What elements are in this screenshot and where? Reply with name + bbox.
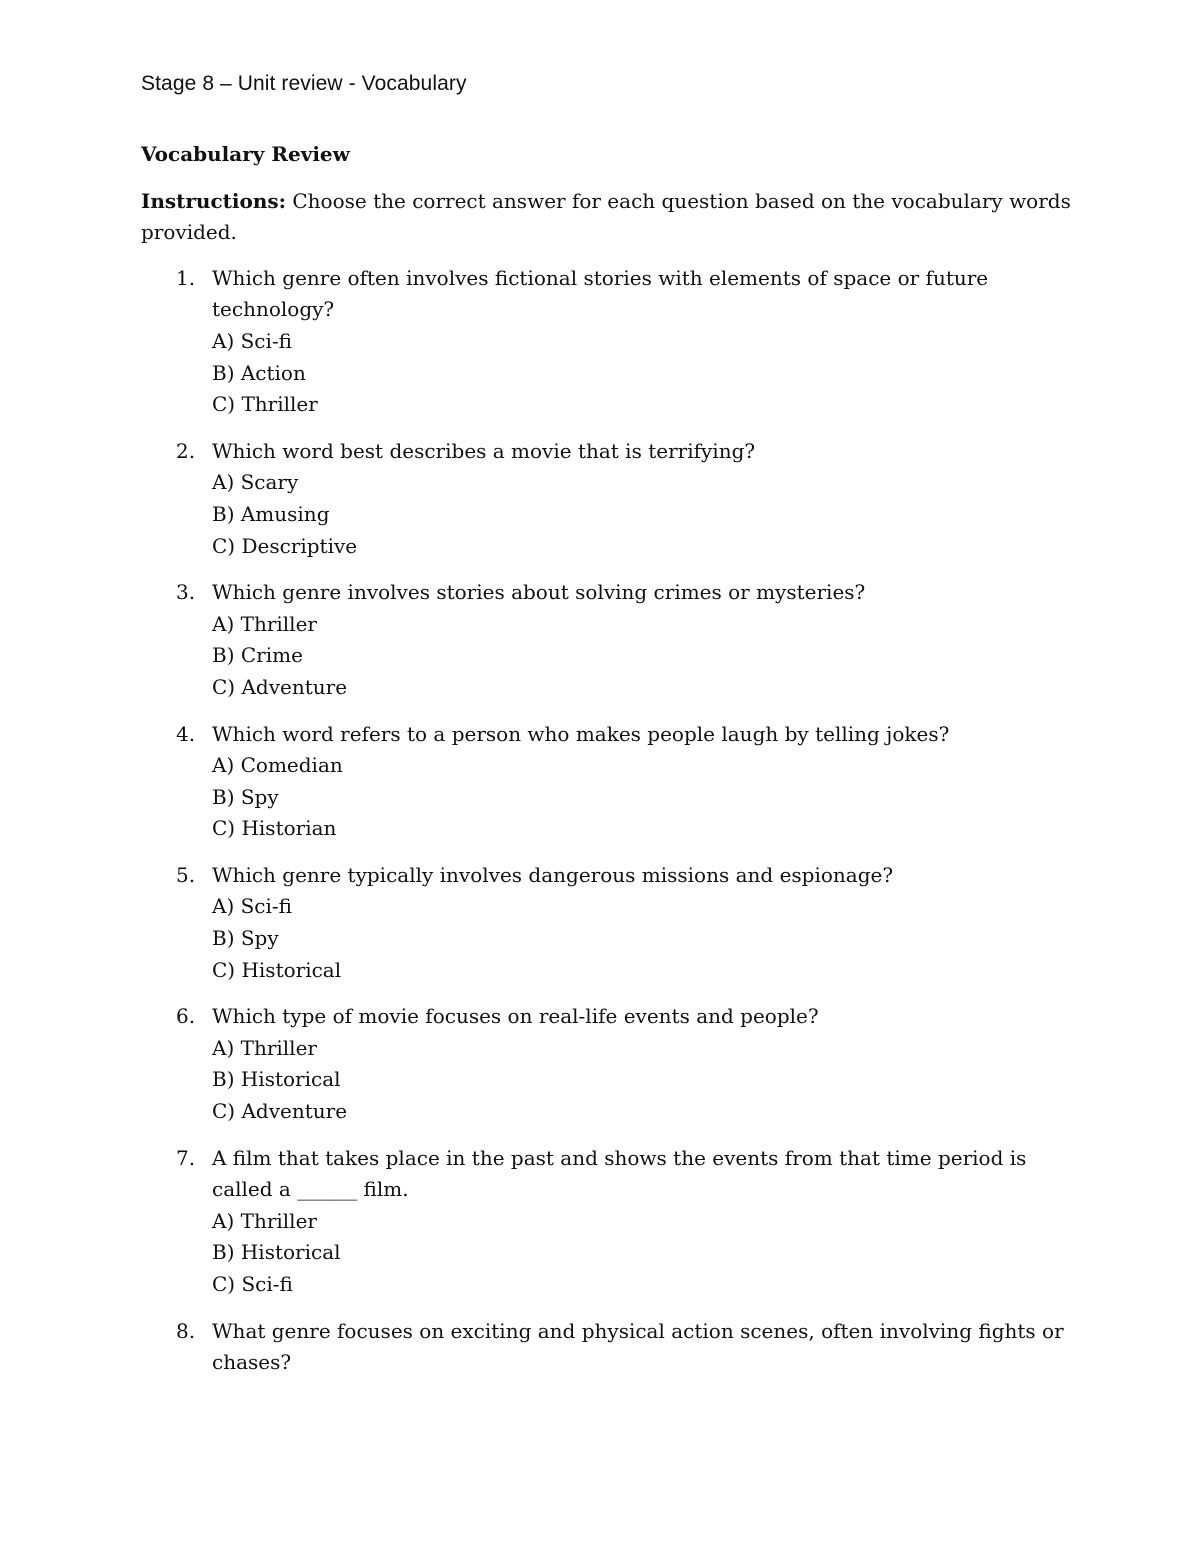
question-text: Which genre typically involves dangerous missions and espionage?	[212, 862, 894, 887]
answer-option: A) Thriller	[212, 1035, 317, 1060]
answer-option: B) Spy	[212, 784, 279, 809]
question-number: 6.	[176, 1004, 196, 1029]
question-item	[141, 1143, 1071, 1301]
page-header: Stage 8 – Unit review - Vocabulary	[141, 72, 467, 95]
answer-option: A) Sci-fi	[212, 894, 292, 919]
answer-option: B) Action	[212, 360, 306, 385]
question-number: 3.	[176, 580, 196, 605]
answer-option: A) Scary	[212, 470, 299, 495]
answer-option: B) Historical	[212, 1067, 341, 1092]
answer-option: A) Comedian	[212, 753, 343, 778]
question-text: Which genre involves stories about solving crimes or mysteries?	[212, 580, 866, 605]
question-item	[141, 577, 1071, 703]
section-title: Vocabulary Review	[141, 142, 350, 166]
question-number: 7.	[176, 1145, 196, 1170]
question-list	[141, 263, 1071, 1379]
question-text: What genre focuses on exciting and physical action scenes, often involving fights or chases?	[212, 1318, 1064, 1375]
question-text: Which word best describes a movie that is terrifying?	[212, 438, 756, 463]
question-text: A film that takes place in the past and shows the events from that time period is called a ______ film.	[212, 1145, 1027, 1202]
answer-option: C) Adventure	[212, 674, 348, 699]
question-item	[141, 263, 1071, 421]
answer-option: B) Historical	[212, 1240, 341, 1265]
document-body	[141, 139, 1071, 1394]
answer-option: A) Sci-fi	[212, 328, 292, 353]
answer-option: C) Adventure	[212, 1099, 348, 1124]
answer-option: B) Crime	[212, 643, 303, 668]
answer-option: A) Thriller	[212, 1208, 317, 1233]
question-item	[141, 1316, 1071, 1379]
answer-option: C) Historical	[212, 957, 342, 982]
instructions-text: Choose the correct answer for each question based on the vocabulary words provided.	[141, 188, 1071, 245]
answer-option: C) Descriptive	[212, 533, 358, 558]
question-text: Which word refers to a person who makes people laugh by telling jokes?	[212, 721, 950, 746]
question-number: 1.	[176, 265, 196, 290]
instructions	[141, 186, 1071, 249]
question-number: 5.	[176, 862, 196, 887]
question-item	[141, 436, 1071, 562]
answer-option: C) Historian	[212, 816, 337, 841]
answer-option: C) Sci-fi	[212, 1272, 293, 1296]
question-item	[141, 860, 1071, 986]
answer-option: A) Thriller	[212, 611, 317, 636]
instructions-label: Instructions:	[141, 188, 287, 213]
answer-option: C) Thriller	[212, 392, 318, 417]
question-number: 4.	[176, 721, 196, 746]
question-number: 2.	[176, 438, 196, 463]
question-text: Which genre often involves fictional stories with elements of space or future technology?	[212, 265, 989, 322]
answer-option: B) Amusing	[212, 501, 330, 526]
question-number: 8.	[176, 1318, 196, 1343]
question-item	[141, 1001, 1071, 1127]
answer-option: B) Spy	[212, 926, 279, 951]
question-text: Which type of movie focuses on real-life events and people?	[212, 1004, 819, 1029]
question-item	[141, 719, 1071, 845]
